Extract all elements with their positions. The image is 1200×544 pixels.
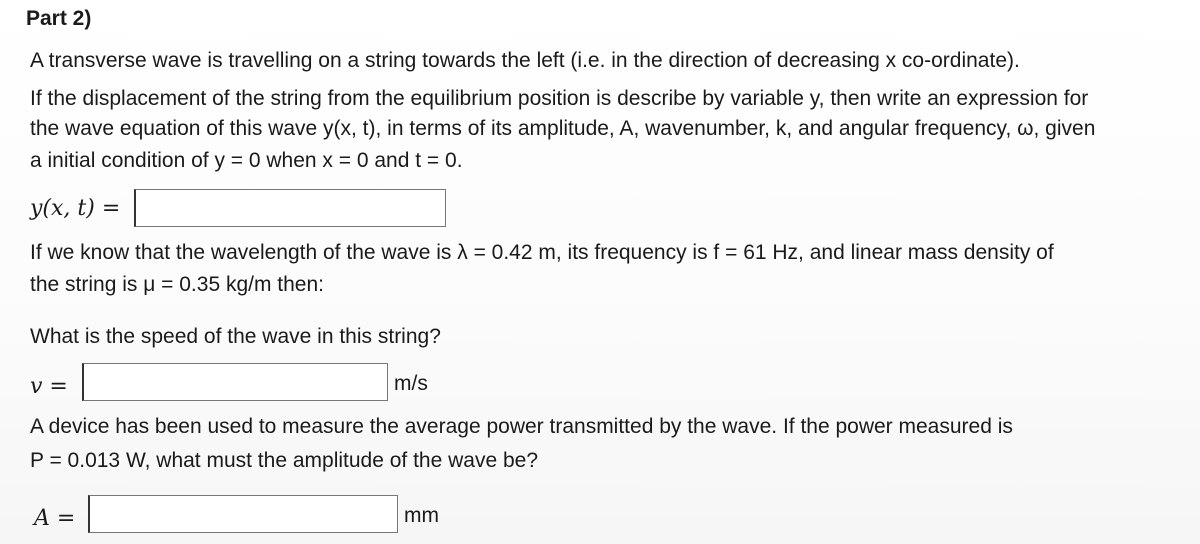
question1-line2: the wave equation of this wave y(x, t), in terms of its amplitude, A, wavenumber, k, and angular frequency, ω, given — [30, 117, 1096, 140]
speed-label: v = — [30, 374, 68, 399]
speed-input[interactable] — [82, 363, 388, 401]
amplitude-input[interactable] — [88, 495, 398, 533]
wave-equation-label: y(x, t) = — [30, 196, 121, 221]
part-title: Part 2) — [26, 7, 92, 30]
intro-text: A transverse wave is travelling on a string towards the left (i.e. in the direction of decreasing x co-ordinate). — [30, 49, 1020, 72]
speed-unit: m/s — [394, 372, 428, 395]
question1-line1: If the displacement of the string from the equilibrium position is describe by variable y, then write an expression for — [30, 87, 1089, 110]
given-values-line1: If we know that the wavelength of the wave is λ = 0.42 m, its frequency is f = 61 Hz, and linear mass density of — [30, 241, 1054, 264]
amplitude-unit: mm — [404, 504, 439, 527]
power-question-line2: P = 0.013 W, what must the amplitude of the wave be? — [30, 449, 538, 472]
speed-question: What is the speed of the wave in this string? — [30, 325, 441, 348]
power-question-line1: A device has been used to measure the average power transmitted by the wave. If the power measured is — [30, 415, 1013, 438]
wave-equation-input[interactable] — [134, 189, 446, 227]
given-values-line2: the string is μ = 0.35 kg/m then: — [30, 273, 324, 296]
amplitude-label: A = — [34, 506, 76, 531]
question1-line3: a initial condition of y = 0 when x = 0 and t = 0. — [30, 149, 463, 172]
